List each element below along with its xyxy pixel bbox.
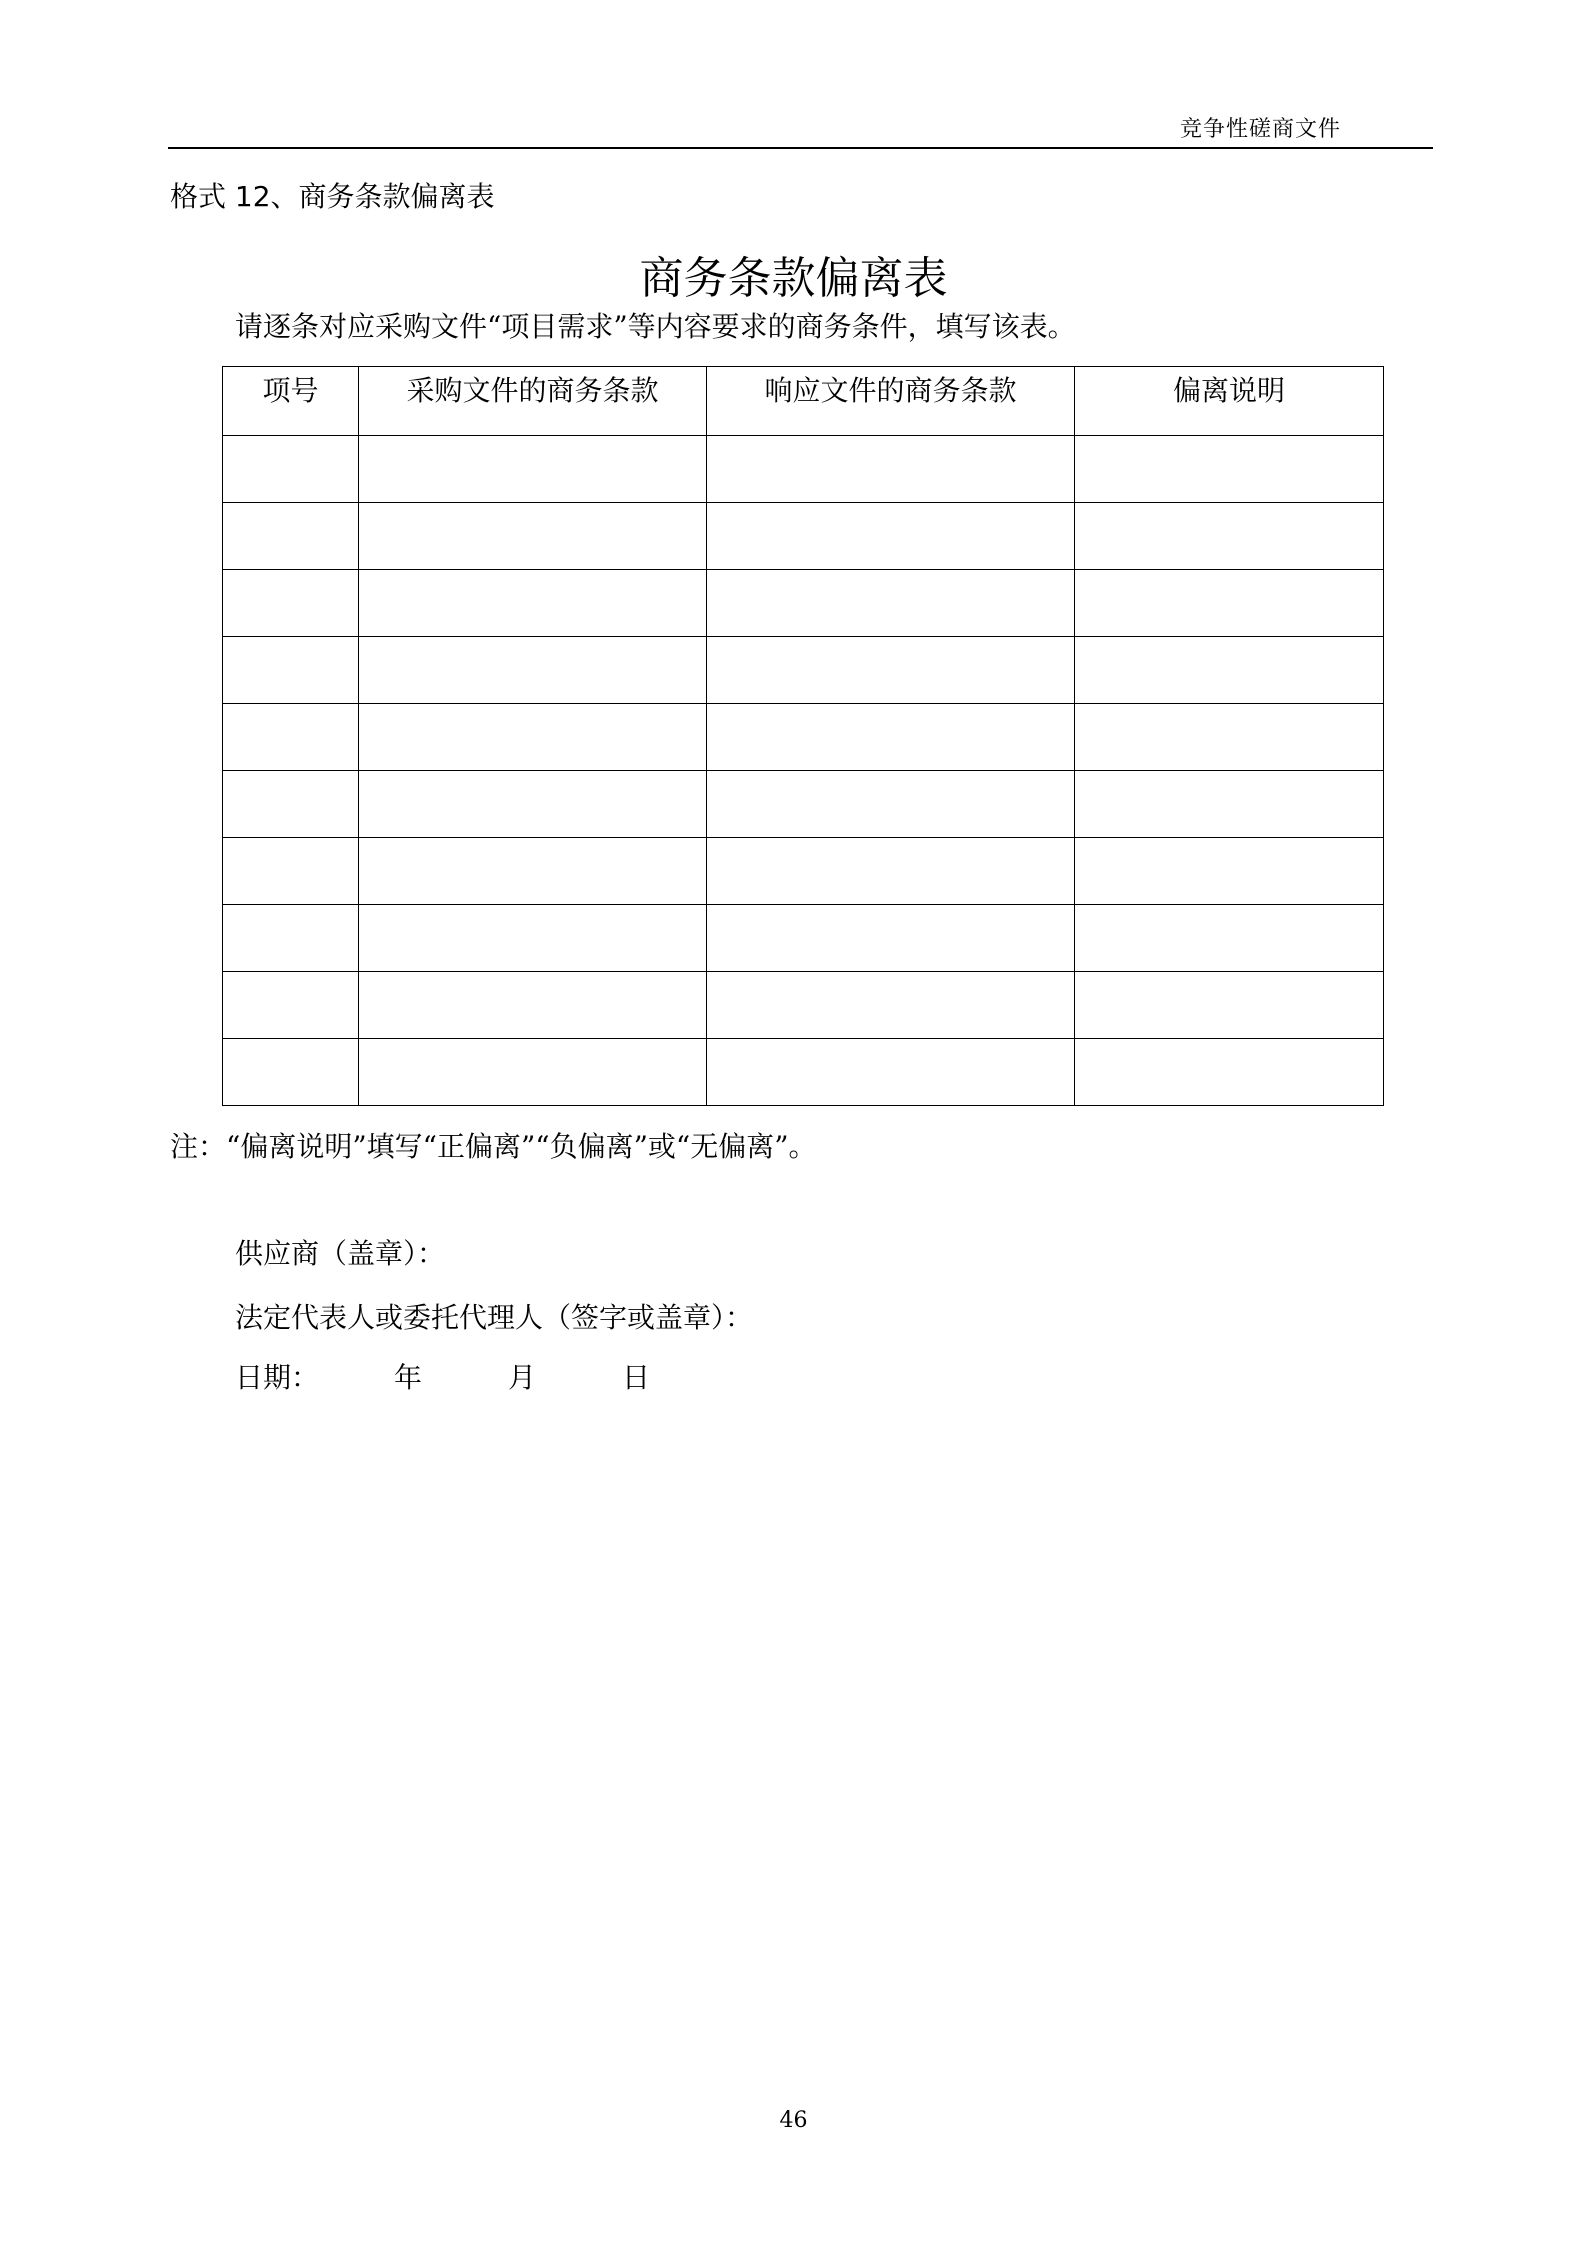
header-rule: [168, 147, 1433, 149]
table-row: [223, 436, 1384, 503]
page-number: 46: [779, 2108, 808, 2133]
table-cell[interactable]: [359, 838, 707, 905]
table-cell[interactable]: [223, 704, 359, 771]
table-cell[interactable]: [1075, 570, 1384, 637]
table-cell[interactable]: [1075, 972, 1384, 1039]
table-cell[interactable]: [359, 1039, 707, 1106]
table-cell[interactable]: [223, 972, 359, 1039]
table-row: [223, 704, 1384, 771]
table-cell[interactable]: [223, 503, 359, 570]
table-cell[interactable]: [223, 838, 359, 905]
table-cell[interactable]: [707, 838, 1075, 905]
table-cell[interactable]: [1075, 905, 1384, 972]
table-cell[interactable]: [707, 905, 1075, 972]
header-response-terms: 响应文件的商务条款: [707, 367, 1075, 436]
header-procurement-terms: 采购文件的商务条款: [359, 367, 707, 436]
table-cell[interactable]: [1075, 436, 1384, 503]
table-row: [223, 570, 1384, 637]
date-year-label: 年: [394, 1361, 423, 1394]
table-cell[interactable]: [223, 436, 359, 503]
table-row: [223, 503, 1384, 570]
table-cell[interactable]: [707, 503, 1075, 570]
table-row: [223, 1039, 1384, 1106]
table-cell[interactable]: [359, 905, 707, 972]
date-day-label: 日: [622, 1361, 651, 1394]
table-cell[interactable]: [707, 771, 1075, 838]
header-deviation-note: 偏离说明: [1075, 367, 1384, 436]
table-row: [223, 972, 1384, 1039]
table-row: [223, 905, 1384, 972]
section-label: 格式 12、商务条款偏离表: [170, 180, 495, 213]
table-cell[interactable]: [1075, 704, 1384, 771]
table-cell[interactable]: [359, 771, 707, 838]
table-cell[interactable]: [223, 905, 359, 972]
table-cell[interactable]: [707, 1039, 1075, 1106]
table-cell[interactable]: [707, 704, 1075, 771]
table-cell[interactable]: [359, 570, 707, 637]
document-title: 商务条款偏离表: [639, 253, 948, 304]
table-cell[interactable]: [359, 436, 707, 503]
table-cell[interactable]: [223, 1039, 359, 1106]
table-cell[interactable]: [359, 972, 707, 1039]
instruction-text: 请逐条对应采购文件“项目需求”等内容要求的商务条件，填写该表。: [235, 310, 1076, 343]
table-cell[interactable]: [1075, 637, 1384, 704]
table-cell[interactable]: [359, 503, 707, 570]
table-cell[interactable]: [707, 972, 1075, 1039]
note-text: 注：“偏离说明”填写“正偏离”“负偏离”或“无偏离”。: [170, 1130, 817, 1163]
table-row: [223, 637, 1384, 704]
table-row: [223, 838, 1384, 905]
header-text: 竞争性磋商文件: [1180, 117, 1342, 142]
supplier-seal-label: 供应商（盖章）：: [235, 1237, 446, 1270]
date-label: 日期：: [235, 1361, 320, 1394]
table-cell[interactable]: [359, 637, 707, 704]
date-month-label: 月: [508, 1361, 537, 1394]
table-cell[interactable]: [707, 570, 1075, 637]
table-cell[interactable]: [1075, 771, 1384, 838]
table-cell[interactable]: [1075, 838, 1384, 905]
deviation-table: [222, 366, 1384, 1106]
table-cell[interactable]: [359, 704, 707, 771]
table-row: [223, 771, 1384, 838]
table-header-row: [223, 367, 1384, 436]
table-cell[interactable]: [707, 436, 1075, 503]
table-cell[interactable]: [223, 771, 359, 838]
representative-signature-label: 法定代表人或委托代理人（签字或盖章）：: [235, 1301, 754, 1334]
header-item-no: 项号: [223, 367, 359, 436]
table-cell[interactable]: [223, 637, 359, 704]
table-cell[interactable]: [223, 570, 359, 637]
table-cell[interactable]: [1075, 503, 1384, 570]
table-cell[interactable]: [707, 637, 1075, 704]
table-cell[interactable]: [1075, 1039, 1384, 1106]
